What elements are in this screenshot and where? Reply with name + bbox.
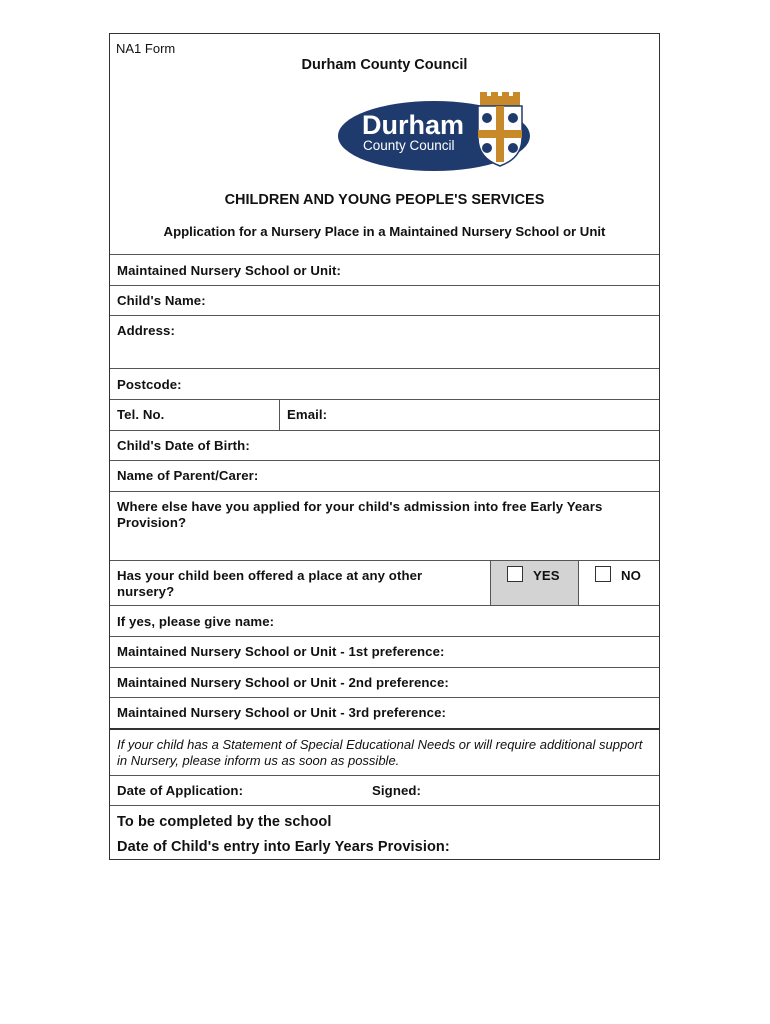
offered-place-label: Has your child been offered a place at any other nursery? (117, 568, 423, 599)
department-title: CHILDREN AND YOUNG PEOPLE'S SERVICES (224, 192, 545, 208)
yes-checkbox[interactable] (507, 566, 523, 582)
row-divider (110, 667, 659, 668)
applied-elsewhere-label: Where else have you applied for your child's admission into free Early Years Provision? (117, 499, 603, 530)
third-preference-label: Maintained Nursery School or Unit - 3rd preference: (117, 705, 446, 720)
row-divider (110, 368, 659, 369)
no-checkbox[interactable] (595, 566, 611, 582)
yes-label: YES (533, 568, 560, 583)
dob-label: Child's Date of Birth: (117, 438, 250, 453)
row-divider (110, 460, 659, 461)
row-divider (110, 775, 659, 776)
cell-divider (279, 399, 280, 430)
svg-text:Durham: Durham (362, 110, 465, 140)
row-divider (110, 697, 659, 698)
row-divider (110, 728, 659, 730)
first-preference-label: Maintained Nursery School or Unit - 1st preference: (117, 644, 445, 659)
row-divider (110, 605, 659, 606)
cell-divider (490, 560, 491, 605)
durham-logo-graphic (338, 92, 534, 172)
email-label: Email: (287, 407, 328, 422)
row-divider (110, 399, 659, 400)
application-form (109, 33, 660, 860)
form-code: NA1 Form (116, 41, 176, 56)
child-name-label: Child's Name: (117, 293, 206, 308)
address-label: Address: (117, 323, 175, 338)
row-divider (110, 285, 659, 286)
row-divider (110, 636, 659, 637)
svg-text:County Council: County Council (363, 138, 455, 153)
signed-label: Signed: (372, 783, 422, 798)
second-preference-label: Maintained Nursery School or Unit - 2nd preference: (117, 675, 449, 690)
durham-logo (338, 92, 534, 172)
row-divider (110, 491, 659, 492)
sen-note: If your child has a Statement of Special Educational Needs or will require additional support in Nursery, please inform us as soon as possible. (117, 737, 643, 768)
if-yes-name-label: If yes, please give name: (117, 614, 275, 629)
parent-name-label: Name of Parent/Carer: (117, 468, 259, 483)
entry-date-label: Date of Child's entry into Early Years Provision: (117, 839, 450, 855)
no-label: NO (621, 568, 641, 583)
row-divider (110, 805, 659, 806)
form-title: Application for a Nursery Place in a Maintained Nursery School or Unit (163, 224, 606, 239)
row-divider (110, 430, 659, 431)
row-divider (110, 560, 659, 561)
postcode-label: Postcode: (117, 377, 182, 392)
row-divider (110, 315, 659, 316)
date-of-application-label: Date of Application: (117, 783, 244, 798)
row-divider (110, 254, 659, 255)
tel-label: Tel. No. (117, 407, 165, 422)
maintained-school-label: Maintained Nursery School or Unit: (117, 263, 341, 278)
cell-divider (578, 560, 579, 605)
council-name: Durham County Council (301, 57, 468, 73)
school-section-heading: To be completed by the school (117, 814, 332, 830)
